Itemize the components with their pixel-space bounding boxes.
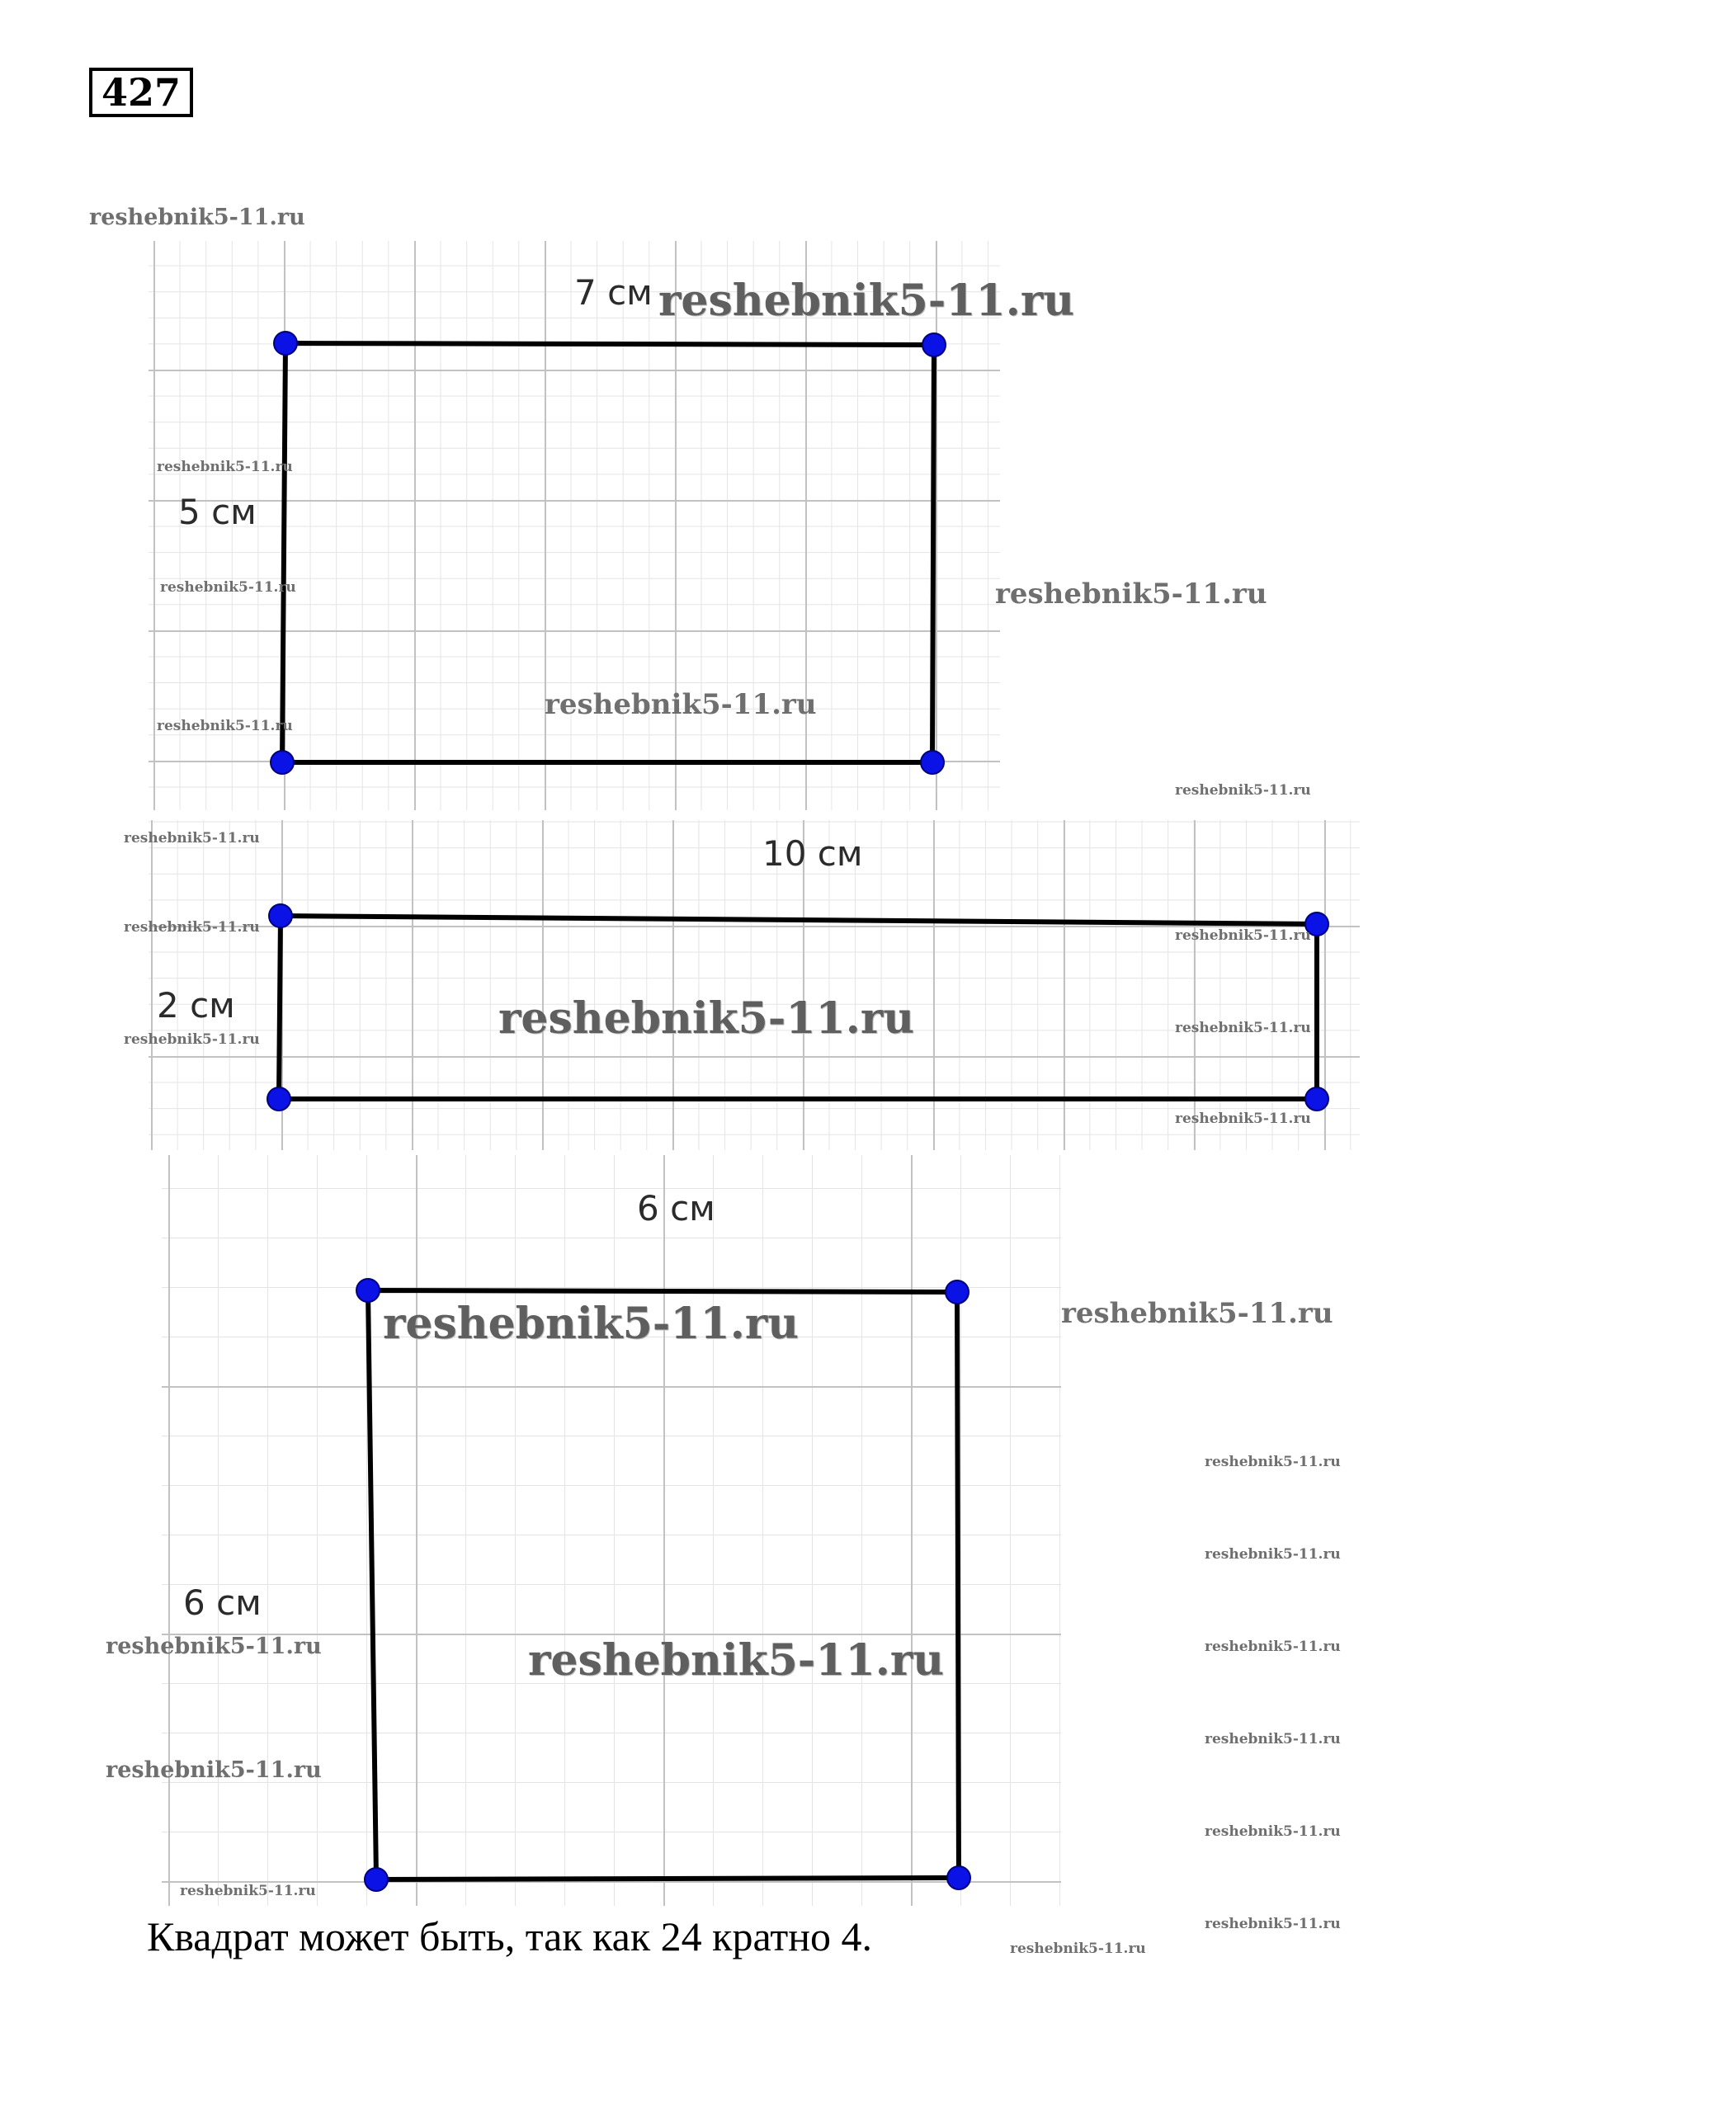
watermark: reshebnik5-11.ru bbox=[106, 1634, 322, 1659]
watermark: reshebnik5-11.ru bbox=[383, 1299, 800, 1349]
watermark: reshebnik5-11.ru bbox=[106, 1757, 322, 1783]
vertex bbox=[921, 751, 944, 774]
vertex bbox=[269, 904, 292, 927]
watermark: reshebnik5-11.ru bbox=[157, 459, 293, 475]
vertex bbox=[274, 332, 297, 355]
watermark: reshebnik5-11.ru bbox=[1205, 1916, 1341, 1932]
watermark: reshebnik5-11.ru bbox=[658, 276, 1075, 326]
vertex bbox=[1305, 1087, 1328, 1111]
watermark: reshebnik5-11.ru bbox=[124, 1031, 260, 1048]
watermark: reshebnik5-11.ru bbox=[124, 919, 260, 936]
rect2-width-label: 10 см bbox=[762, 833, 863, 874]
rect1-height-label: 5 см bbox=[178, 492, 257, 532]
watermark: reshebnik5-11.ru bbox=[545, 688, 817, 721]
watermark: reshebnik5-11.ru bbox=[1010, 1941, 1146, 1957]
answer-text: Квадрат может быть, так как 24 кратно 4. bbox=[147, 1913, 872, 1959]
vertex bbox=[271, 751, 294, 774]
watermark: reshebnik5-11.ru bbox=[124, 830, 260, 847]
watermark: reshebnik5-11.ru bbox=[1205, 1731, 1341, 1747]
watermark: reshebnik5-11.ru bbox=[1175, 1020, 1311, 1036]
square-height-label: 6 см bbox=[183, 1582, 262, 1623]
watermark: reshebnik5-11.ru bbox=[1175, 1111, 1311, 1127]
watermark: reshebnik5-11.ru bbox=[180, 1883, 316, 1899]
square-width-label: 6 см bbox=[637, 1188, 715, 1228]
watermark: reshebnik5-11.ru bbox=[1061, 1297, 1333, 1330]
vertex bbox=[947, 1866, 970, 1889]
watermark: reshebnik5-11.ru bbox=[1205, 1546, 1341, 1563]
vertex bbox=[365, 1868, 388, 1891]
square-6x6 bbox=[356, 1279, 970, 1891]
watermark: reshebnik5-11.ru bbox=[157, 718, 293, 734]
vertex bbox=[922, 333, 946, 356]
watermark: reshebnik5-11.ru bbox=[1205, 1823, 1341, 1840]
problem-number: 427 bbox=[89, 68, 193, 117]
watermark: reshebnik5-11.ru bbox=[160, 579, 296, 596]
watermark: reshebnik5-11.ru bbox=[528, 1635, 945, 1686]
watermark: reshebnik5-11.ru bbox=[995, 578, 1267, 611]
square-6x6-outline bbox=[368, 1290, 959, 1879]
vertex bbox=[356, 1279, 380, 1302]
rect2-height-label: 2 см bbox=[157, 985, 235, 1026]
vertex bbox=[267, 1087, 290, 1111]
watermark: reshebnik5-11.ru bbox=[89, 205, 305, 230]
watermark: reshebnik5-11.ru bbox=[1175, 927, 1311, 944]
vertex bbox=[946, 1280, 969, 1304]
watermark: reshebnik5-11.ru bbox=[1205, 1639, 1341, 1655]
watermark: reshebnik5-11.ru bbox=[498, 993, 915, 1044]
rect1-width-label: 7 см bbox=[574, 272, 653, 313]
watermark: reshebnik5-11.ru bbox=[1175, 782, 1311, 799]
watermark: reshebnik5-11.ru bbox=[1205, 1454, 1341, 1470]
